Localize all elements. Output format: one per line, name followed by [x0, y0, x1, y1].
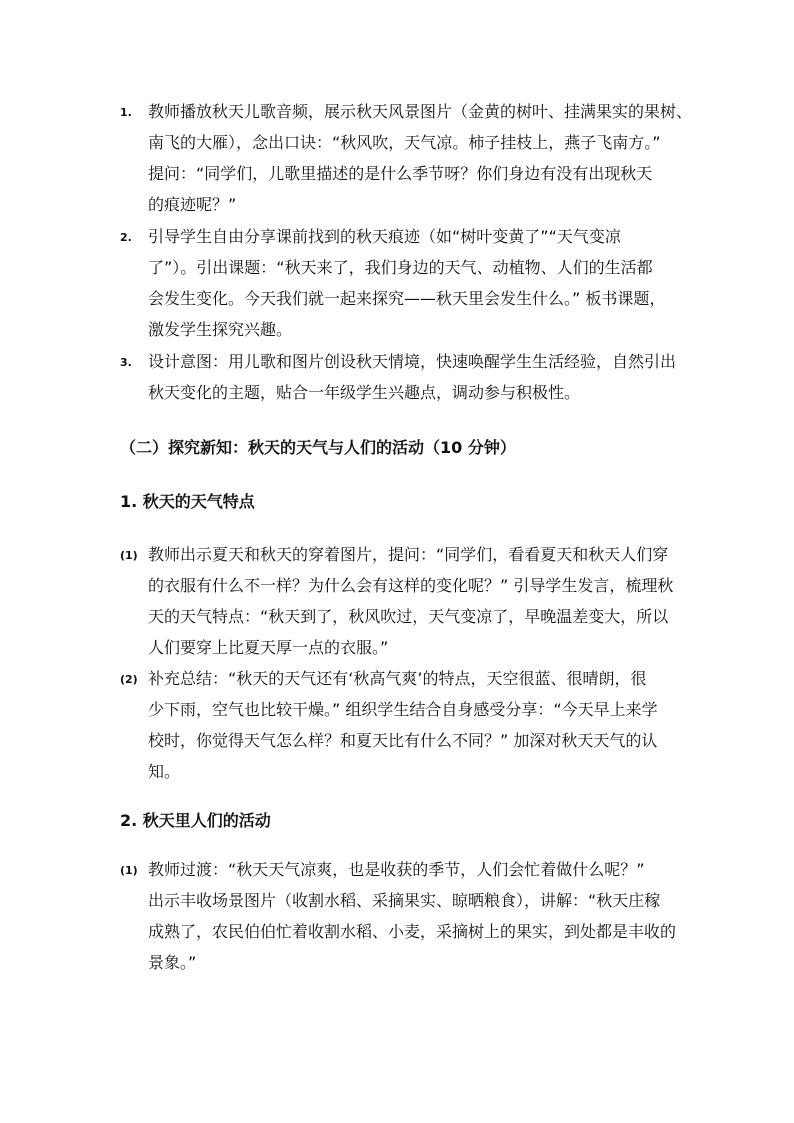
list-line: 教师播放秋天儿歌音频，展示秋天风景图片（金黄的树叶、挂满果实的果树、 — [148, 102, 693, 121]
list-marker: (1) — [120, 549, 138, 562]
subsection-heading: 1. 秋天的天气特点 — [120, 492, 255, 511]
list-line: 南飞的大雁），念出口诀：“秋风吹，天气凉。柿子挂枝上，燕子飞南方。” — [148, 133, 661, 152]
list-line: 成熟了，农民伯伯忙着收割水稻、小麦，采摘树上的果实，到处都是丰收的 — [148, 922, 677, 941]
list-line: 教师出示夏天和秋天的穿着图片，提问：“同学们，看看夏天和秋天人们穿 — [148, 545, 669, 564]
subsection-heading: 2. 秋天里人们的活动 — [120, 811, 271, 830]
list-line: 会发生变化。今天我们就一起来探究——秋天里会发生什么。” 板书课题， — [148, 289, 666, 308]
section-heading: （二）探究新知：秋天的天气与人们的活动（10 分钟） — [120, 438, 516, 457]
list-line: 秋天变化的主题，贴合一年级学生兴趣点，调动参与积极性。 — [148, 383, 581, 402]
list-line: 了”）。引出课题：“秋天来了，我们身边的天气、动植物、人们的生活都 — [148, 258, 653, 277]
list-line: 补充总结：“秋天的天气还有‘秋高气爽’的特点，天空很蓝、很晴朗，很 — [148, 669, 647, 688]
list-marker: (1) — [120, 864, 138, 877]
list-line: 校时，你觉得天气怎么样？和夏天比有什么不同？” 加深对秋天天气的认 — [148, 731, 658, 750]
list-line: 激发学生探究兴趣。 — [148, 320, 293, 339]
list-line: 的衣服有什么不一样？为什么会有这样的变化呢？” 引导学生发言，梳理秋 — [148, 576, 674, 595]
list-line: 教师过渡：“秋天天气凉爽，也是收获的季节，人们会忙着做什么呢？” — [148, 860, 645, 879]
list-line: 出示丰收场景图片（收割水稻、采摘果实、晾晒粮食），讲解：“秋天庄稼 — [148, 891, 661, 910]
list-line: 少下雨，空气也比较干燥。” 组织学生结合自身感受分享：“今天早上来学 — [148, 700, 658, 719]
list-line: 提问：“同学们，儿歌里描述的是什么季节呀？你们身边有没有出现秋天 — [148, 164, 653, 183]
list-line: 设计意图：用儿歌和图片创设秋天情境，快速唤醒学生生活经验，自然引出 — [148, 352, 677, 371]
list-line: 的痕迹呢？” — [148, 195, 237, 214]
list-line: 天的天气特点：“秋天到了，秋风吹过，天气变凉了，早晚温差变大，所以 — [148, 607, 669, 626]
list-line: 人们要穿上比夏天厚一点的衣服。” — [148, 638, 389, 657]
list-line: 知。 — [148, 762, 181, 781]
list-marker: 3. — [120, 356, 132, 369]
list-line: 景象。” — [148, 953, 197, 972]
list-marker: 1. — [120, 106, 132, 119]
list-marker: (2) — [120, 673, 138, 686]
list-line: 引导学生自由分享课前找到的秋天痕迹（如“树叶变黄了”“天气变凉 — [148, 227, 621, 246]
list-marker: 2. — [120, 231, 132, 244]
